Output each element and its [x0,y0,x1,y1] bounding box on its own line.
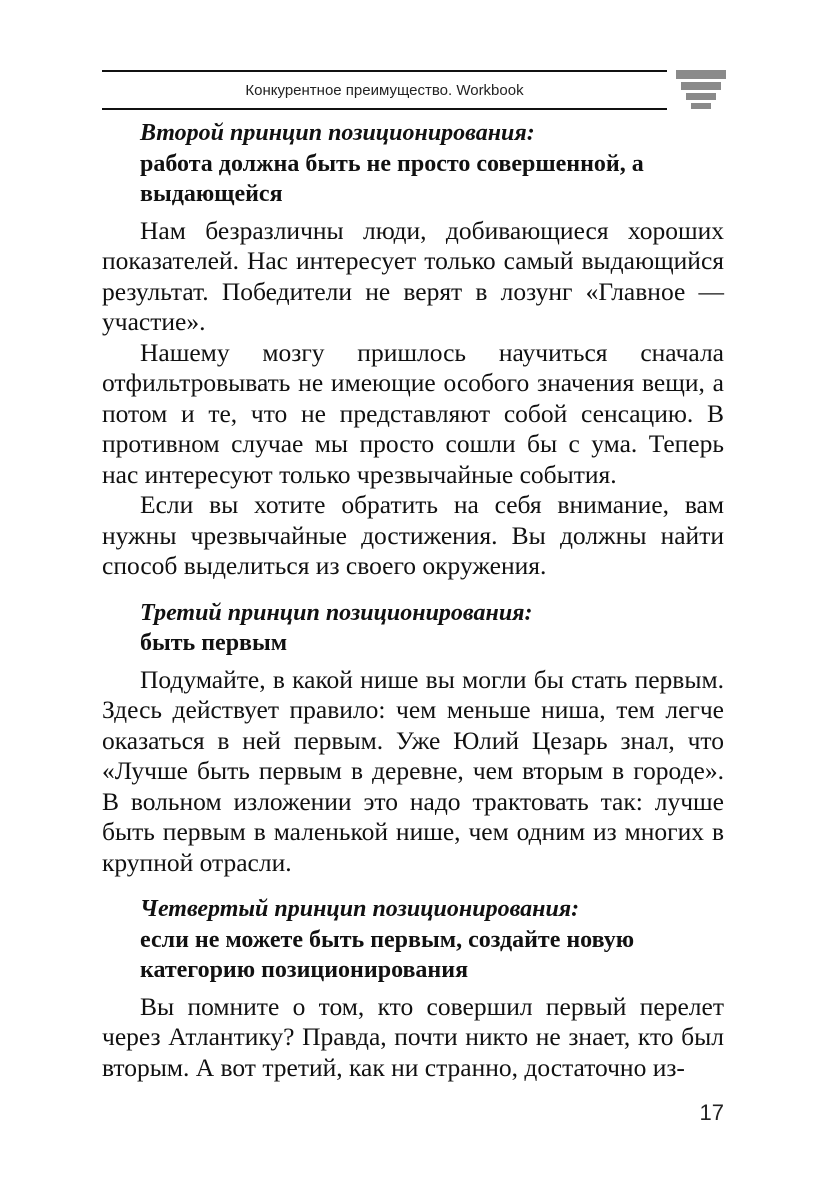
heading-lead: Четвертый принцип позиционирования: [140,896,580,922]
paragraph: Нам безразличны люди, добивающиеся хороших показателей. Нас интересует только самый выдающийся результат. Победители не верят в лозунг «Главное — участие». [102,215,724,336]
section-fourth-principle [102,894,724,1083]
heading-sub: быть первым [140,630,288,656]
heading-lead: Третий принцип позиционирования: [140,599,533,626]
heading-sub: работа должна быть не просто совершенной, а выдающейся [140,150,644,207]
section-heading [102,894,724,986]
section-second-principle [102,118,724,582]
section-heading [102,118,724,210]
paragraph: Вы помните о том, кто совершил первый перелет через Атлантику? Правда, почти никто не знает, кто был вторым. А вот третий, как ни странно, достаточно из- [102,991,724,1082]
paragraph: Нашему мозгу пришлось научиться сначала отфильтровывать не имеющие особого значения вещи, а потом и те, что не представляют собой сенсацию. В противном случае мы просто сошли бы с ума. Теперь нас интересуют только чрезвычайные события. [102,337,724,489]
paragraph: Если вы хотите обратить на себя внимание, вам нужны чрезвычайные достижения. Вы должны найти способ выделиться из своего окружения. [102,490,724,580]
running-head [102,70,667,110]
stack-icon [676,70,726,114]
heading-lead: Второй принцип позиционирования: [140,120,535,146]
section-third-principle [102,598,724,879]
heading-sub: если не можете быть первым, создайте новую категорию позиционирования [140,926,635,983]
section-heading [102,598,724,659]
page-content [102,118,724,1099]
page-number: 17 [699,1100,724,1125]
paragraph: Подумайте, в какой нише вы могли бы стать первым. Здесь действует правило: чем меньше ниша, тем легче оказаться в ней первым. Уже Юлий Цезарь знал, что «Лучше быть первым в деревне, чем вторым в городе». В вольном изложении это надо трактовать так: лучше быть первым в маленькой нише, чем одним из многих в крупной отрасли. [102,664,724,877]
running-title: Конкурентное преимущество. Workbook [245,81,524,99]
